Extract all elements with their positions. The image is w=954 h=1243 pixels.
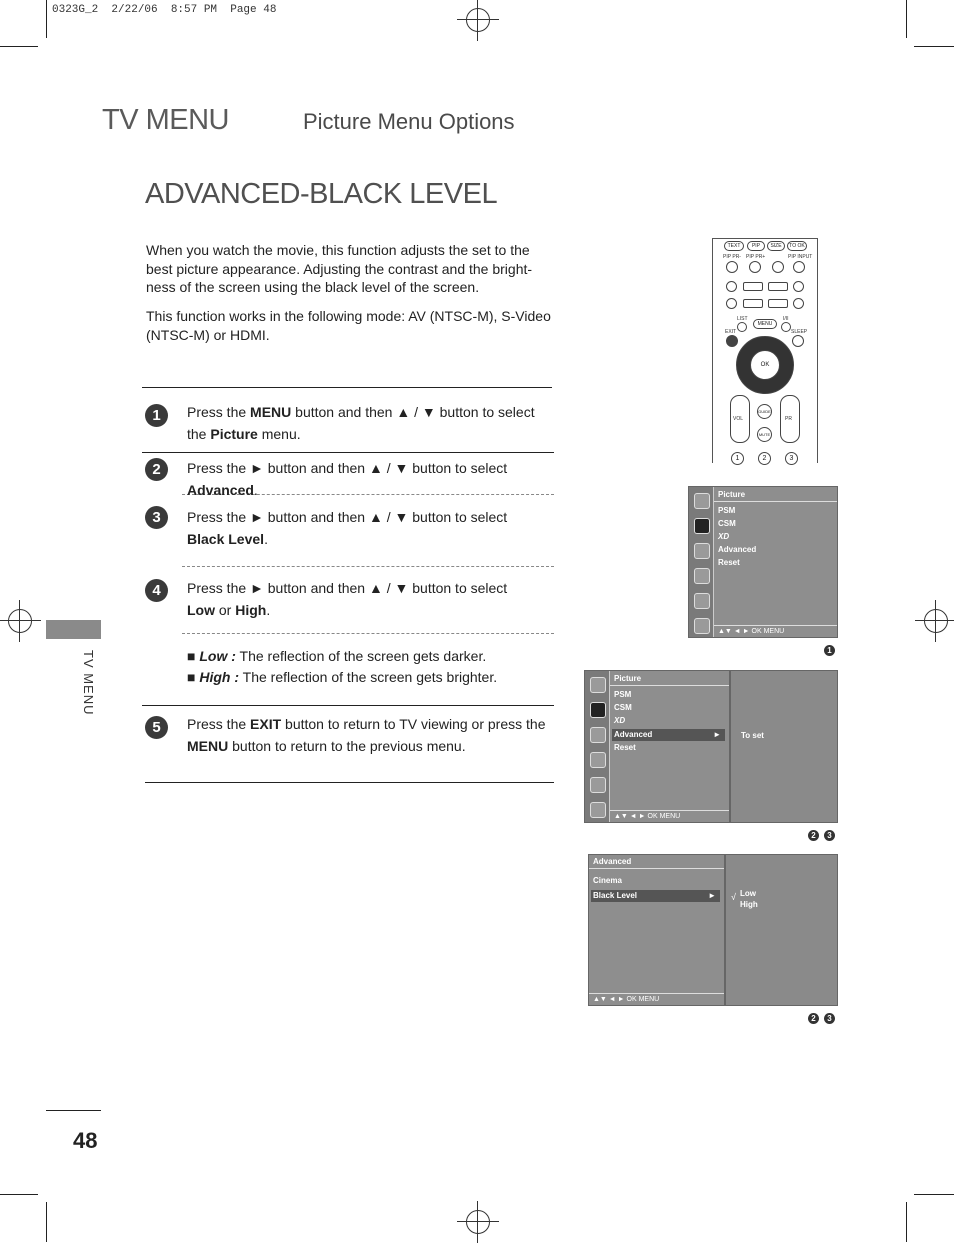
osd-picture-menu-advanced: [584, 670, 730, 823]
osd-item-reset: Reset: [718, 558, 740, 567]
picture-icon: [590, 702, 606, 718]
osd-header: Picture: [610, 672, 729, 686]
step-text: Press the ► button and then ▲ / ▼ button to select Black Level.: [187, 509, 508, 547]
step-badge: 3: [824, 830, 835, 841]
osd-item-csm: CSM: [718, 519, 736, 528]
mute-button: MUTE: [757, 427, 772, 442]
input-icon: [694, 618, 710, 634]
osd-item-advanced: Advanced: [718, 545, 757, 554]
bullet-low: ■ Low : The reflection of the screen gets darker.: [187, 648, 487, 664]
osd-item-black-level-selected: Black Level ►: [591, 890, 720, 902]
step-text: Press the ► button and then ▲ / ▼ button to select Advanced.: [187, 460, 508, 498]
step-text: Press the ► button and then ▲ / ▼ button to select Low or High.: [187, 580, 508, 618]
rewind-button: [726, 298, 737, 309]
divider: [182, 633, 554, 634]
osd-item-reset: Reset: [614, 743, 636, 752]
osd-item-csm: CSM: [614, 703, 632, 712]
intro-paragraph: When you watch the movie, this function adjusts the set to the best picture appearance. Adjusting the contrast and the bright-ness of the screen using the black level of the screen.: [146, 242, 533, 295]
intro-paragraph: This function works in the following mode: AV (NTSC-M), S-Video (NTSC-M) or HDMI.: [146, 308, 551, 343]
osd-item-psm: PSM: [718, 506, 736, 515]
round-button: [749, 261, 761, 273]
setup-icon: [590, 677, 606, 693]
fast-forward-button: [793, 298, 804, 309]
arrow-right-icon: ►: [713, 730, 721, 739]
osd-item-cinema: Cinema: [593, 876, 622, 885]
registration-mark: [8, 609, 32, 633]
crop-mark: [906, 1202, 907, 1242]
guide-button: GUIDE: [757, 404, 772, 419]
pip-pr-minus-label: PIP PR-: [723, 254, 741, 260]
divider: [46, 1110, 101, 1111]
registration-mark: [924, 609, 948, 633]
record-button: [793, 281, 804, 292]
osd-icon-bar: [689, 487, 714, 637]
exit-button: [726, 335, 738, 347]
osd-options-panel: [725, 854, 838, 1006]
osd-item-xd: XD: [718, 532, 730, 541]
i-ii-button: [781, 322, 791, 332]
picture-icon: [694, 518, 710, 534]
osd-item-advanced-selected: Advanced ►: [612, 729, 725, 741]
crop-mark: [0, 1194, 38, 1195]
input-icon: [590, 802, 606, 818]
step-number: 1: [145, 404, 168, 427]
tv-menu-title: TV MENU: [102, 104, 229, 136]
crop-mark: [46, 1202, 47, 1242]
osd-submenu-panel: [730, 670, 838, 823]
time-icon: [590, 752, 606, 768]
ok-button: OK: [750, 350, 780, 380]
step-badge: 1: [824, 645, 835, 656]
pip-button: PIP: [747, 241, 765, 251]
list-button: [737, 322, 747, 332]
divider: [142, 705, 554, 706]
osd-item-psm: PSM: [614, 690, 632, 699]
step-number: 2: [145, 458, 168, 481]
divider: [145, 782, 554, 783]
size-button: SIZE: [767, 241, 785, 251]
step-badge: 2: [808, 830, 819, 841]
registration-mark: [466, 8, 490, 32]
time-icon: [694, 568, 710, 584]
pause-button: [768, 282, 788, 291]
osd-header: Advanced: [589, 855, 724, 869]
list-label: LIST: [737, 316, 748, 322]
step-text: Press the EXIT button to return to TV viewing or press the MENU button to return to the previous menu.: [187, 716, 546, 754]
crop-mark: [46, 0, 47, 38]
osd-footer: ▲▼ ◄ ► OK MENU: [589, 993, 724, 1005]
round-button: [793, 261, 805, 273]
number-button: 1: [731, 452, 744, 465]
step-badge: 3: [824, 1013, 835, 1024]
number-button: 2: [758, 452, 771, 465]
step-number: 4: [145, 579, 168, 602]
stop-button: [726, 281, 737, 292]
crop-mark: [914, 1194, 954, 1195]
pr-label: PR: [785, 416, 792, 422]
setup-icon: [694, 493, 710, 509]
crop-mark: [906, 0, 907, 38]
side-tab-marker: [46, 620, 101, 639]
text-button: TEXT: [724, 241, 744, 251]
divider: [142, 387, 552, 388]
step-number: 3: [145, 506, 168, 529]
play-button: [743, 282, 763, 291]
number-button: 3: [785, 452, 798, 465]
crop-mark: [914, 46, 954, 47]
sleep-label: SLEEP: [791, 329, 808, 335]
page-number: 48: [73, 1128, 98, 1153]
osd-item-xd: XD: [614, 716, 626, 725]
osd-footer: ▲▼ ◄ ► OK MENU: [714, 625, 837, 637]
bullet-high: ■ High : The reflection of the screen gets brighter.: [187, 669, 498, 685]
section-title: Picture Menu Options: [303, 109, 515, 134]
osd-icon-bar: [585, 671, 610, 822]
option-icon: [694, 593, 710, 609]
page-heading: ADVANCED-BLACK LEVEL: [145, 178, 498, 210]
audio-icon: [694, 543, 710, 559]
menu-button: MENU: [753, 319, 777, 329]
remote-control-illustration: [712, 238, 818, 463]
osd-footer: ▲▼ ◄ ► OK MENU: [610, 810, 729, 822]
sleep-button: [792, 335, 804, 347]
vol-label: VOL: [733, 416, 744, 422]
round-button: [772, 261, 784, 273]
divider: [142, 452, 554, 453]
forward-button: [768, 299, 788, 308]
osd-header: Picture: [714, 488, 837, 502]
pip-pr-plus-label: PIP PR+: [746, 254, 766, 260]
to-set-text: To set: [741, 731, 764, 740]
audio-icon: [590, 727, 606, 743]
to-ok-button: TO OK: [787, 241, 807, 251]
registration-mark: [466, 1210, 490, 1234]
osd-picture-menu: [688, 486, 838, 638]
i-ii-label: I/II: [783, 316, 789, 322]
option-high: High: [740, 900, 758, 909]
exit-label: EXIT: [725, 329, 737, 335]
step-badge: 2: [808, 1013, 819, 1024]
arrow-right-icon: ►: [708, 891, 716, 900]
round-button: [726, 261, 738, 273]
option-low: Low: [740, 889, 756, 898]
check-icon: √: [731, 892, 736, 902]
step-text: Press the MENU button and then ▲ / ▼ button to select the Picture menu.: [187, 404, 535, 442]
option-icon: [590, 777, 606, 793]
print-slug: 0323G_2 2/22/06 8:57 PM Page 48: [52, 4, 277, 16]
divider: [182, 566, 554, 567]
osd-advanced-menu: [588, 854, 725, 1006]
crop-mark: [0, 46, 38, 47]
step-number: 5: [145, 716, 168, 739]
side-label: TV MENU: [81, 650, 96, 716]
pip-input-label: PIP INPUT: [788, 254, 813, 260]
back-button: [743, 299, 763, 308]
